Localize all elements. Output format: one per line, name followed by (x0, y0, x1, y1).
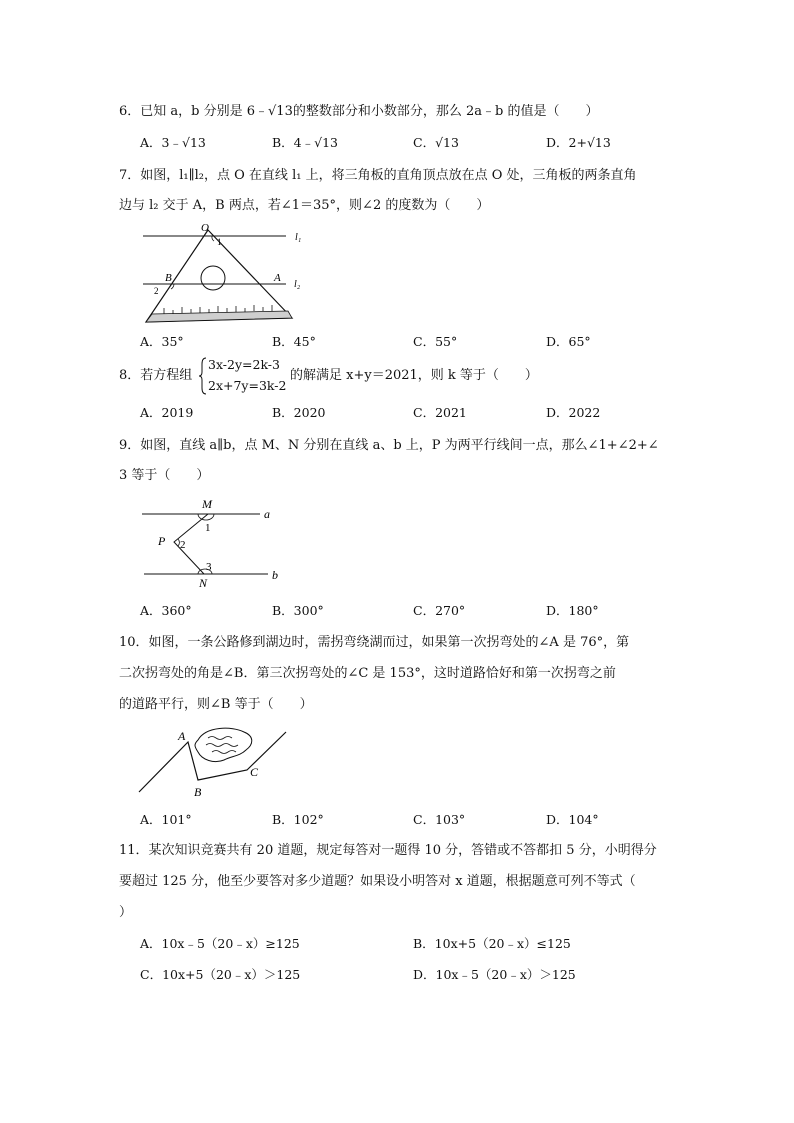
label-line-b: b (272, 568, 278, 582)
q7-option-a: A．35° (140, 334, 184, 349)
q8-brace (198, 356, 208, 396)
question-8-prefix: 8．若方程组 (119, 368, 193, 383)
q9-option-a: A．360° (140, 603, 192, 618)
label-angle-2: 2 (180, 539, 186, 551)
q7-option-c: C．55° (413, 334, 458, 349)
q7-triangle-figure (138, 222, 308, 324)
q8-equation-2: 2x+7y=3k-2 (208, 378, 287, 393)
label-c: C (250, 765, 259, 779)
q9-option-c: C．270° (413, 603, 466, 618)
set-square-hole (201, 266, 225, 290)
question-6-stem: 6．已知 a，b 分别是 6﹣√13的整数部分和小数部分，那么 2a﹣b 的值是（ ） (119, 104, 599, 119)
q9-option-b: B．300° (272, 603, 324, 618)
label-a: A (178, 729, 186, 743)
question-7-stem-line2: 边与 l₂ 交于 A，B 两点，若∠1＝35°，则∠2 的度数为（ ） (119, 198, 490, 213)
label-b: B (165, 272, 172, 284)
question-7-stem-line1: 7．如图，l₁∥l₂，点 O 在直线 l₁ 上，将三角板的直角顶点放在点 O 处，三角板的两条直角 (119, 168, 637, 183)
label-angle-1: 1 (217, 237, 222, 247)
label-p: P (158, 534, 166, 548)
q11-option-a: A．10x﹣5（20﹣x）≥125 (140, 936, 300, 951)
q10-option-c: C．103° (413, 812, 466, 827)
question-9-stem-line1: 9．如图，直线 a∥b，点 M、N 分别在直线 a、b 上，P 为两平行线间一点，那么∠1+∠2+∠ (119, 438, 659, 453)
question-10-stem-line1: 10．如图，一条公路修到湖边时，需拐弯绕湖而过，如果第一次拐弯处的∠A 是 76°，第 (119, 635, 630, 650)
q10-road-lake-figure (136, 722, 296, 800)
q10-option-d: D．104° (546, 812, 599, 827)
q7-option-d: D．65° (546, 334, 591, 349)
q6-option-a: A．3﹣√13 (140, 135, 206, 150)
label-n: N (199, 576, 208, 590)
label-line-a: a (264, 507, 270, 521)
q10-option-b: B．102° (272, 812, 324, 827)
question-10-stem-line2: 二次拐弯处的角是∠B．第三次拐弯处的∠C 是 153°，这时道路恰好和第一次拐弯之前 (119, 666, 616, 681)
q11-option-b: B．10x+5（20﹣x）≤125 (413, 936, 571, 951)
label-b: B (194, 785, 202, 799)
q9-option-d: D．180° (546, 603, 599, 618)
label-a: A (274, 272, 281, 284)
q8-equation-1: 3x-2y=2k-3 (208, 357, 280, 372)
q8-option-a: A．2019 (140, 405, 194, 420)
label-angle-1: 1 (205, 522, 211, 534)
q8-option-b: B．2020 (272, 405, 326, 420)
question-11-stem-line3: ） (119, 905, 133, 920)
q9-parallel-lines-figure (138, 494, 288, 592)
question-11-stem-line2: 要超过 125 分，他至少要答对多少道题？如果设小明答对 x 道题，根据题意可列不等式（ (119, 874, 636, 889)
angle-1-arc (198, 514, 214, 520)
lake-outline (195, 728, 252, 761)
lake-wave-2 (206, 744, 238, 747)
question-11-stem-line1: 11．某次知识竞赛共有 20 道题，规定每答对一题得 10 分，答错或不答都扣 5 分，小明得分 (119, 843, 657, 858)
label-l1: l₁ (295, 232, 302, 243)
lake-wave-1 (208, 737, 232, 740)
q10-option-a: A．101° (140, 812, 192, 827)
label-angle-2: 2 (154, 286, 159, 296)
lake-wave-3 (212, 751, 236, 754)
question-10-stem-line3: 的道路平行，则∠B 等于（ ） (119, 697, 313, 712)
q11-option-c: C．10x+5（20﹣x）＞125 (140, 967, 301, 982)
label-m: M (202, 497, 212, 511)
q8-option-d: D．2022 (546, 405, 601, 420)
q8-option-c: C．2021 (413, 405, 467, 420)
question-9-stem-line2: 3 等于（ ） (119, 468, 210, 483)
label-angle-3: 3 (206, 561, 212, 573)
label-o: O (201, 222, 209, 234)
q7-option-b: B．45° (272, 334, 316, 349)
label-l2: l₂ (294, 279, 301, 290)
q6-option-b: B．4﹣√13 (272, 135, 339, 150)
question-8-suffix: 的解满足 x+y＝2021，则 k 等于（ ） (290, 368, 538, 383)
q6-option-d: D．2+√13 (546, 135, 611, 150)
q6-option-c: C．√13 (413, 135, 459, 150)
road-path (139, 732, 286, 792)
q11-option-d: D．10x﹣5（20﹣x）＞125 (413, 967, 576, 982)
ruler-band (146, 311, 292, 322)
